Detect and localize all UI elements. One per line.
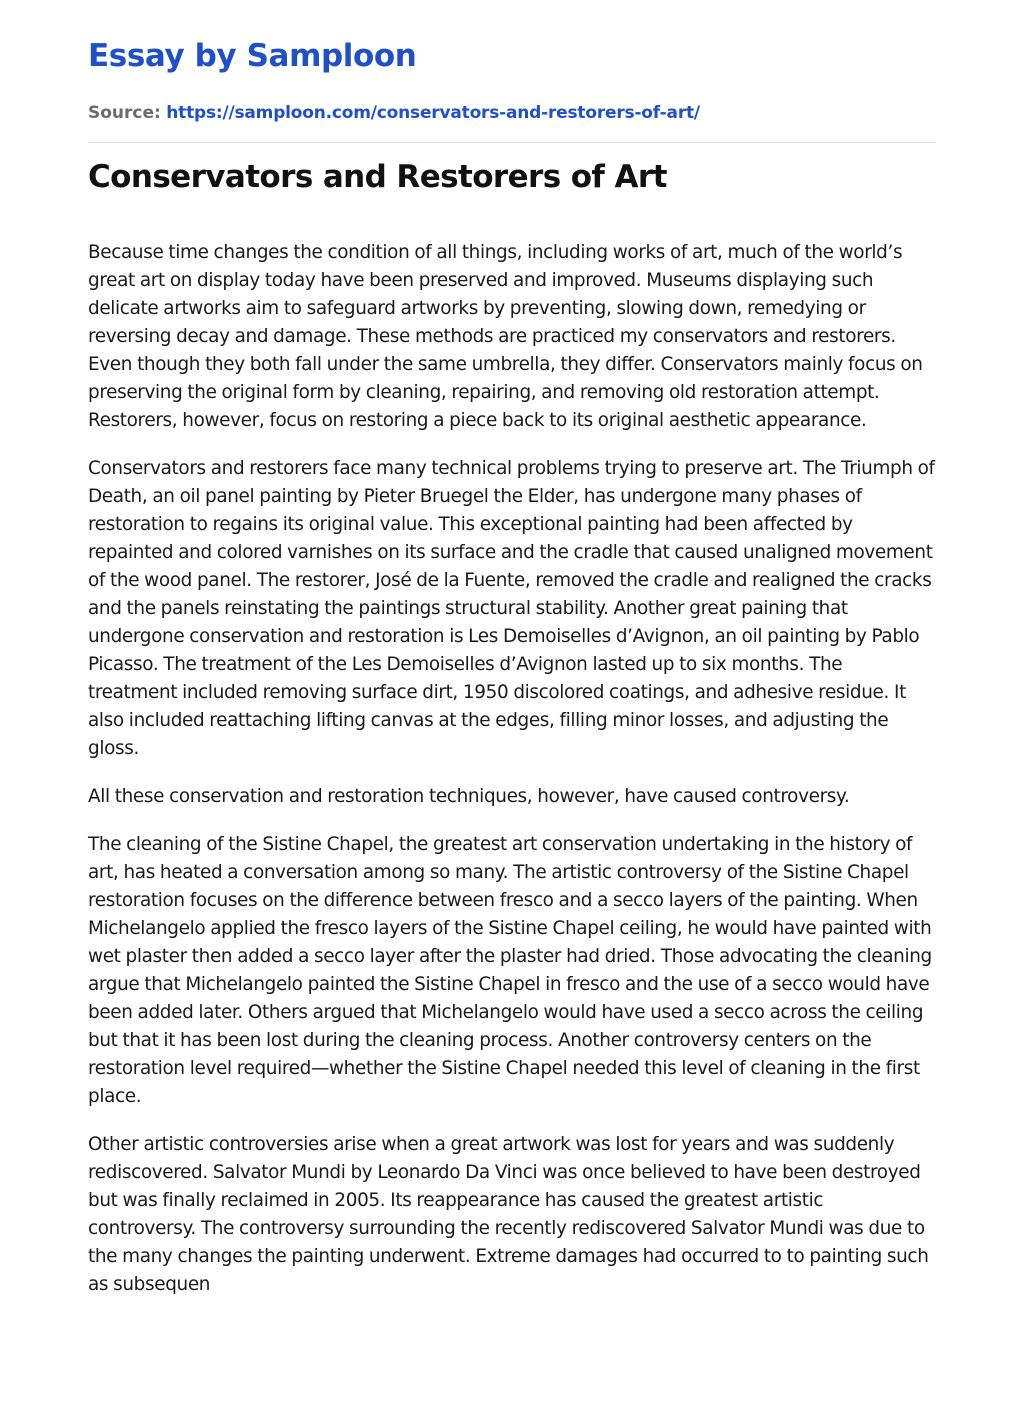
paragraph: Because time changes the condition of all things, including works of art, much of the world’s great art on display today have been preserved and improved. Museums displaying such delicate artworks aim to safeguard artworks by preventing, slowing down, remedying or reversing decay and damage. These methods are practiced my conservators and restorers. Even though they both fall under the same umbrella, they differ. Conservators mainly focus on preserving the original form by cleaning, repairing, and removing old restoration attempt. Restorers, however, focus on restoring a piece back to its original aesthetic appearance. <box>88 242 923 431</box>
header-divider <box>88 142 936 143</box>
page-title: Conservators and Restorers of Art <box>88 159 667 195</box>
paragraph: The cleaning of the Sistine Chapel, the greatest art conservation undertaking in the history of art, has heated a conversation among so many. The artistic controversy of the Sistine Chapel restoration focuses on the difference between fresco and a secco layers of the painting. When Michelangelo applied the fresco layers of the Sistine Chapel ceiling, he would have painted with wet plaster then added a secco layer after the plaster had dried. Those advocating the cleaning argue that Michelangelo painted the Sistine Chapel in fresco and the use of a secco would have been added later. Others argued that Michelangelo would have used a secco across the ceiling but that it has been lost during the cleaning process. Another controversy centers on the restoration level required—whether the Sistine Chapel needed this level of cleaning in the first place. <box>88 834 932 1107</box>
brand-title: Essay by Samploon <box>88 38 417 74</box>
paragraph: Conservators and restorers face many technical problems trying to preserve art. The Triumph of Death, an oil panel painting by Pieter Bruegel the Elder, has undergone many phases of restoration to regains its original value. This exceptional painting had been affected by repainted and colored varnishes on its surface and the cradle that caused unaligned movement of the wood panel. The restorer, José de la Fuente, removed the cradle and realigned the cracks and the panels reinstating the paintings structural stability. Another great paining that undergone conservation and restoration is Les Demoiselles d’Avignon, an oil painting by Pablo Picasso. The treatment of the Les Demoiselles d’Avignon lasted up to six months. The treatment included removing surface dirt, 1950 discolored coatings, and adhesive residue. It also included reattaching lifting canvas at the edges, filling minor losses, and adjusting the gloss. <box>88 458 935 759</box>
source-line <box>88 102 936 124</box>
paragraph: Other artistic controversies arise when a great artwork was lost for years and was suddenly rediscovered. Salvator Mundi by Leonardo Da Vinci was once believed to have been destroyed but was finally reclaimed in 2005. Its reappearance has caused the greatest artistic controversy. The controversy surrounding the recently rediscovered Salvator Mundi was due to the many changes the painting underwent. Extreme damages had occurred to to painting such as subsequen <box>88 1134 929 1295</box>
source-label: Source: <box>88 103 161 123</box>
essay-body <box>88 239 936 1299</box>
source-link[interactable]: https://samploon.com/conservators-and-restorers-of-art/ <box>166 103 700 123</box>
paragraph: All these conservation and restoration techniques, however, have caused controversy. <box>88 786 850 807</box>
